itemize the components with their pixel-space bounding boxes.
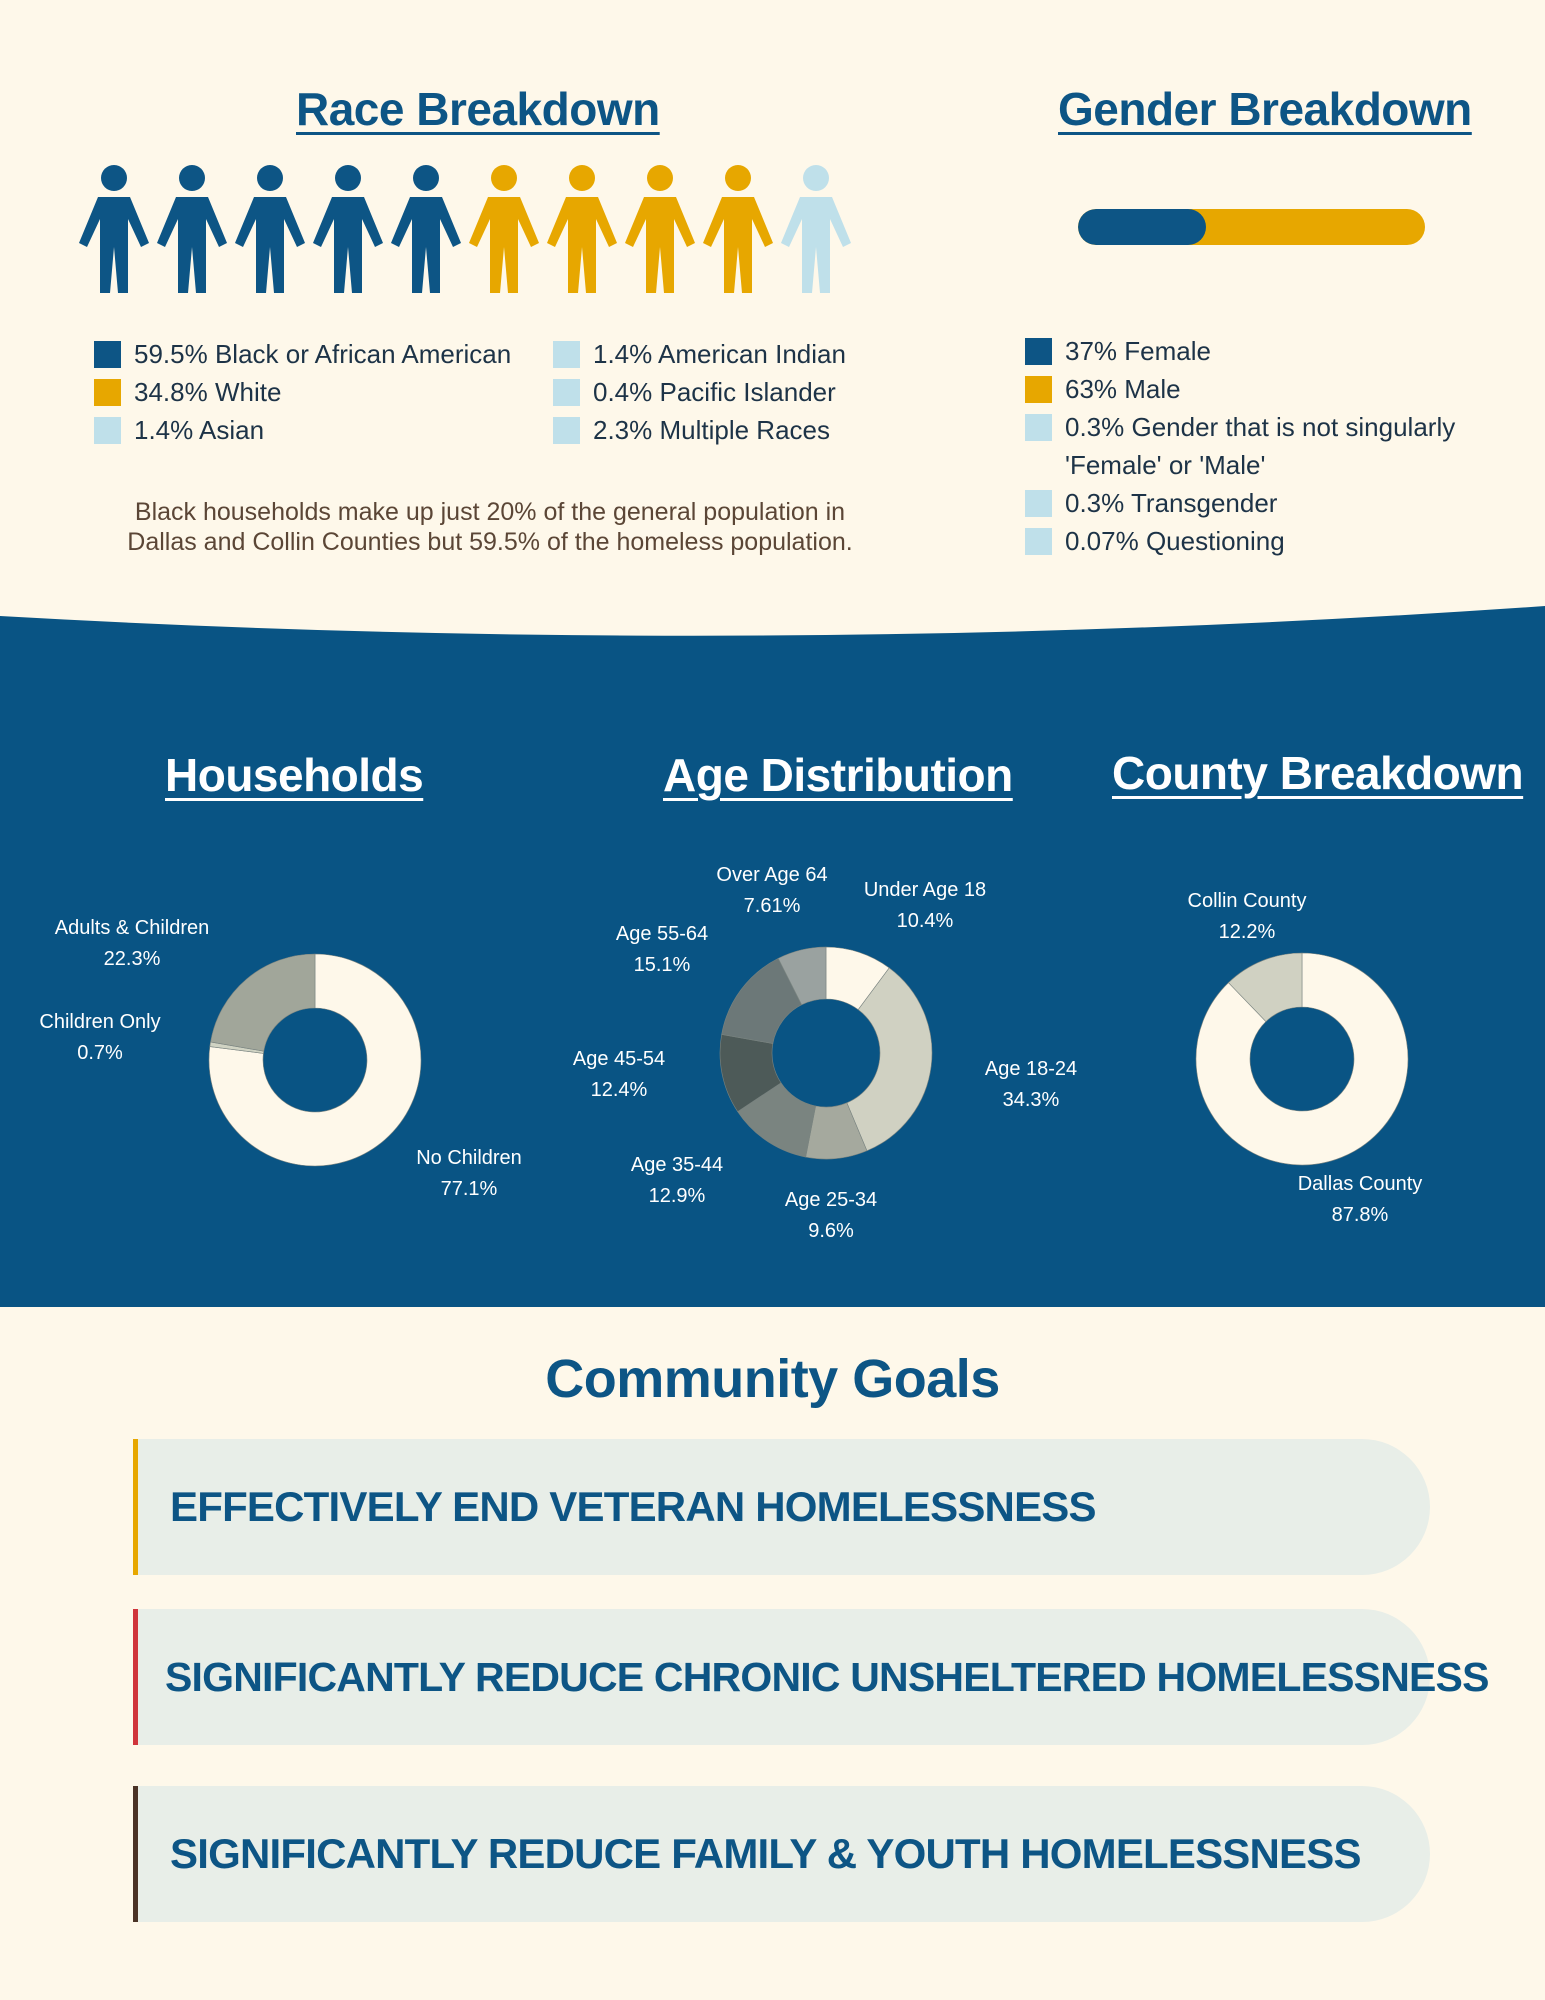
county-heading: County Breakdown	[1112, 747, 1524, 799]
chart-label	[416, 1143, 522, 1205]
legend-swatch	[1025, 376, 1052, 403]
race-legend-item	[553, 339, 846, 370]
race-note-line: Dallas and Collin Counties but 59.5% of the homeless population.	[127, 528, 853, 556]
slice-name: Children Only	[39, 1011, 161, 1033]
race-note	[60, 497, 920, 557]
goals-title: Community Goals	[545, 1349, 1000, 1409]
chart-label	[573, 1044, 665, 1106]
goal-accent-bar	[133, 1439, 138, 1575]
slice-value: 15.1%	[633, 954, 691, 976]
legend-swatch	[553, 341, 580, 368]
age-heading: Age Distribution	[663, 749, 1013, 801]
legend-swatch	[94, 341, 121, 368]
slice-value: 9.6%	[808, 1220, 854, 1242]
legend-label: 'Female' or 'Male'	[1065, 450, 1266, 480]
slice-name: No Children	[416, 1147, 522, 1169]
legend-label: 63% Male	[1065, 374, 1181, 404]
legend-label: 0.3% Transgender	[1065, 488, 1278, 518]
goal-text: EFFECTIVELY END VETERAN HOMELESSNESS	[170, 1483, 1096, 1530]
goal-text: SIGNIFICANTLY REDUCE FAMILY & YOUTH HOMELESSNESS	[170, 1830, 1361, 1877]
legend-swatch	[553, 417, 580, 444]
households-heading: Households	[165, 749, 424, 801]
slice-name: Age 35-44	[630, 1154, 724, 1176]
person-icon	[468, 163, 540, 293]
race-legend-item	[94, 339, 511, 370]
goal-accent-bar	[133, 1786, 138, 1922]
slice-name: Age 25-34	[784, 1189, 878, 1211]
legend-swatch	[1025, 528, 1052, 555]
slice-value: 12.4%	[590, 1079, 648, 1101]
legend-label: 34.8% White	[134, 377, 282, 407]
person-icon	[780, 163, 852, 293]
gender-legend-item	[1025, 526, 1285, 557]
legend-swatch	[1025, 338, 1052, 365]
goal-card	[133, 1786, 1430, 1922]
legend-label: 0.4% Pacific Islander	[593, 377, 836, 407]
slice-value: 34.3%	[1002, 1089, 1060, 1111]
race-heading: Race Breakdown	[296, 83, 660, 135]
slice-name: Age 55-64	[615, 923, 709, 945]
chart-label	[55, 913, 210, 975]
slice-name: Collin County	[1187, 890, 1307, 912]
gender-legend-item	[1025, 450, 1265, 481]
legend-label: 2.3% Multiple Races	[593, 415, 830, 445]
legend-label: 0.3% Gender that is not singularly	[1065, 412, 1456, 442]
donut-slice	[211, 954, 315, 1051]
gender-legend-item	[1025, 336, 1211, 367]
goal-text: SIGNIFICANTLY REDUCE CHRONIC UNSHELTERED HOMELESSNESS	[165, 1653, 1489, 1700]
age-donut-chart	[711, 938, 941, 1168]
race-legend-item	[553, 415, 830, 446]
slice-name: Dallas County	[1297, 1173, 1423, 1195]
slice-value: 7.61%	[743, 895, 801, 917]
goal-accent-bar	[133, 1609, 138, 1745]
legend-label: 59.5% Black or African American	[134, 339, 512, 369]
legend-label: 1.4% Asian	[134, 415, 265, 445]
chart-label	[39, 1007, 160, 1069]
legend-swatch	[94, 379, 121, 406]
slice-value: 10.4%	[896, 910, 954, 932]
slice-value: 12.9%	[648, 1185, 706, 1207]
slice-name: Over Age 64	[716, 864, 828, 886]
race-legend-item	[94, 377, 281, 408]
race-legend-item	[94, 415, 264, 446]
slice-name: Adults & Children	[54, 917, 210, 939]
slice-value: 77.1%	[440, 1178, 498, 1200]
person-icon	[702, 163, 774, 293]
chart-label	[716, 860, 827, 922]
slice-name: Age 45-54	[572, 1048, 666, 1070]
legend-swatch	[1025, 490, 1052, 517]
chart-label	[985, 1054, 1077, 1116]
legend-swatch	[94, 417, 121, 444]
chart-label	[864, 875, 986, 937]
chart-label	[785, 1185, 877, 1247]
legend-swatch	[1025, 414, 1052, 441]
slice-value: 87.8%	[1331, 1204, 1389, 1226]
slice-value: 22.3%	[103, 948, 161, 970]
goal-card	[133, 1439, 1430, 1575]
legend-label: 0.07% Questioning	[1065, 526, 1285, 556]
person-icon	[312, 163, 384, 293]
gender-bar	[1078, 209, 1425, 245]
chart-label	[616, 919, 708, 981]
legend-swatch	[553, 379, 580, 406]
gender-legend-item	[1025, 412, 1455, 443]
legend-label: 37% Female	[1065, 336, 1211, 366]
chart-label	[1188, 886, 1307, 948]
slice-value: 12.2%	[1218, 921, 1276, 943]
chart-label	[1298, 1169, 1423, 1231]
gender-heading: Gender Breakdown	[1058, 83, 1472, 135]
person-icon	[78, 163, 150, 293]
person-icon	[234, 163, 306, 293]
person-icon	[156, 163, 228, 293]
person-icon	[390, 163, 462, 293]
goal-card	[133, 1609, 1489, 1745]
chart-label	[631, 1150, 723, 1212]
gender-legend-item	[1025, 488, 1277, 519]
gender-legend-item	[1025, 374, 1181, 405]
slice-value: 0.7%	[77, 1042, 123, 1064]
slice-name: Age 18-24	[984, 1058, 1078, 1080]
person-icon	[546, 163, 618, 293]
race-legend-item	[553, 377, 836, 408]
slice-name: Under Age 18	[863, 879, 987, 901]
legend-label: 1.4% American Indian	[593, 339, 846, 369]
gender-bar-female	[1078, 209, 1206, 245]
households-donut-chart	[200, 945, 430, 1175]
person-icon	[624, 163, 696, 293]
county-donut-chart	[1187, 944, 1417, 1174]
race-note-line: Black households make up just 20% of the general population in	[134, 498, 846, 526]
